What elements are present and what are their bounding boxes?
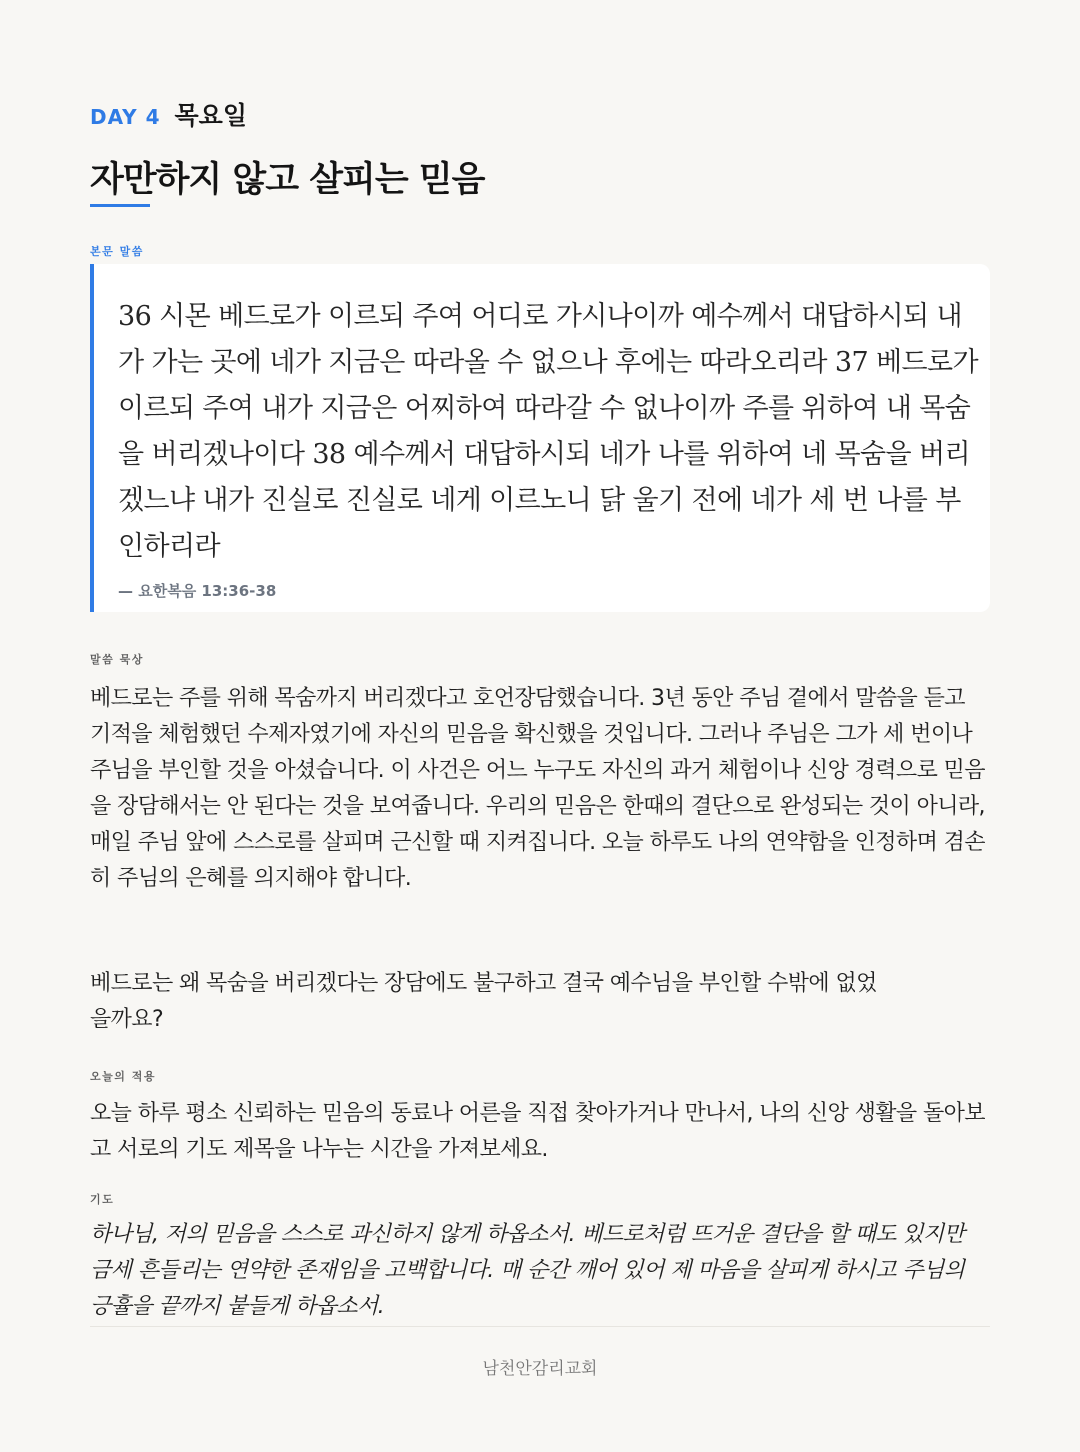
meditation-label: 말씀 묵상 xyxy=(90,653,144,666)
footer-divider xyxy=(90,1326,990,1327)
church-name: 남천안감리교회 xyxy=(482,1359,598,1379)
scripture-card xyxy=(90,264,990,612)
weekday: 목요일 xyxy=(174,101,247,130)
title-underline xyxy=(90,204,150,207)
scripture-text: 36 시몬 베드로가 이르되 주여 어디로 가시나이까 예수께서 대답하시되 내가 가는 곳에 네가 지금은 따라올 수 없으나 후에는 따라오리라 37 베드로가 이르되 주여 내가 지금은 어찌하여 따라갈 수 없나이까 주를 위하여 내 목숨을 버리겠나이다 38 예수께서 대답하시되 네가 나를 위하여 네 목숨을 버리겠느냐 내가 진실로 진실로 네게 이르노니 닭 울기 전에 네가 세 번 나를 부인하리라 xyxy=(118,301,978,562)
application-text: 오늘 하루 평소 신뢰하는 믿음의 동료나 어른을 직접 찾아가거나 만나서, 나의 신앙 생활을 돌아보고 서로의 기도 제목을 나누는 시간을 가져보세요. xyxy=(90,1101,985,1162)
application-label: 오늘의 적용 xyxy=(90,1070,156,1083)
day-label: DAY 4 xyxy=(90,105,161,129)
meditation-text: 베드로는 주를 위해 목숨까지 버리겠다고 호언장담했습니다. 3년 동안 주님 곁에서 말씀을 듣고 기적을 체험했던 수제자였기에 자신의 믿음을 확신했을 것입니다. 그러나 주님은 그가 세 번이나 주님을 부인할 것을 아셨습니다. 이 사건은 어느 누구도 자신의 과거 체험이나 신앙 경력으로 믿음을 장담해서는 안 된다는 것을 보여줍니다. 우리의 믿음은 한때의 결단으로 완성되는 것이 아니라, 매일 주님 앞에 스스로를 살피며 근신할 때 지켜집니다. 오늘 하루도 나의 연약함을 인정하며 겸손히 주님의 은혜를 의지해야 합니다. xyxy=(90,686,985,891)
day-header xyxy=(90,96,247,132)
meditation-question: 베드로는 왜 목숨을 버리겠다는 장담에도 불구하고 결국 예수님을 부인할 수밖에 없었을까요? xyxy=(90,971,877,1032)
prayer-label: 기도 xyxy=(90,1193,115,1206)
prayer-text: 하나님, 저의 믿음을 스스로 과신하지 않게 하옵소서. 베드로처럼 뜨거운 결단을 할 때도 있지만 금세 흔들리는 연약한 존재임을 고백합니다. 매 순간 깨어 있어 제 마음을 살피게 하시고 주님의 긍휼을 끝까지 붙들게 하옵소서. xyxy=(90,1222,965,1319)
page-title: 자만하지 않고 살피는 믿음 xyxy=(90,160,485,200)
scripture-label: 본문 말씀 xyxy=(90,245,144,258)
scripture-reference: — 요한복음 13:36-38 xyxy=(118,582,277,600)
